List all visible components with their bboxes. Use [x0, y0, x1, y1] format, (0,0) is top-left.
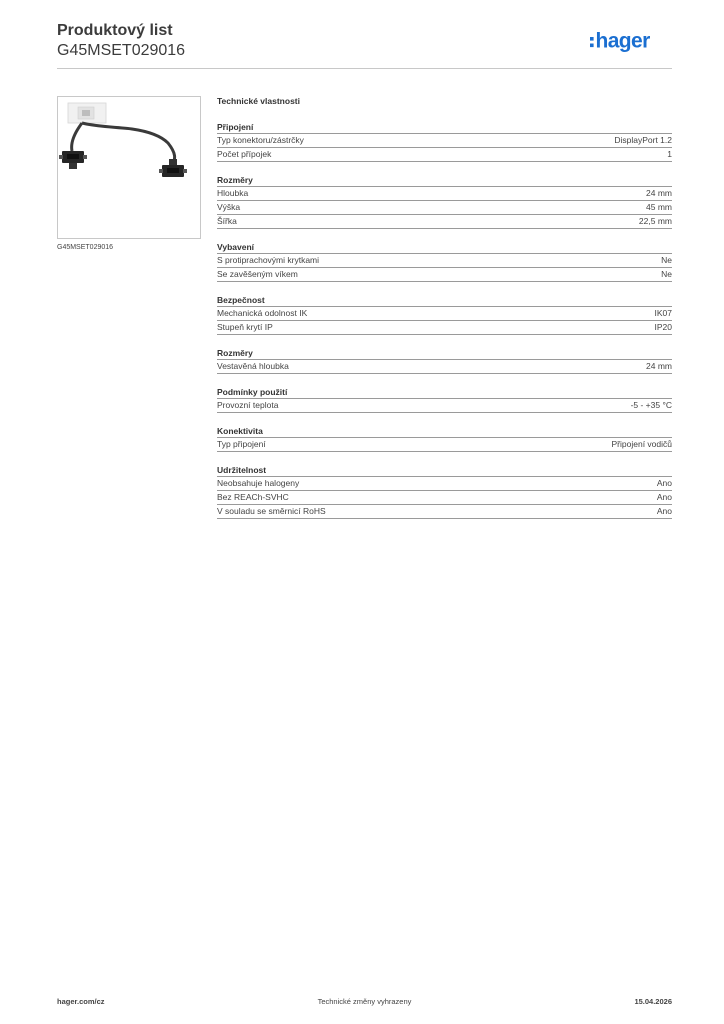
spec-row [217, 134, 672, 148]
section-heading: Rozměry [217, 174, 672, 187]
spec-label: Typ konektoru/zástrčky [217, 135, 304, 145]
spec-label: Výška [217, 202, 241, 212]
header-divider [57, 68, 672, 69]
section-heading: Rozměry [217, 347, 672, 360]
spec-value: Ano [656, 492, 672, 502]
section-gap [217, 452, 672, 464]
spec-value: 22,5 mm [638, 216, 672, 226]
spec-value: 24 mm [646, 361, 672, 371]
hager-logo [590, 28, 672, 54]
section-heading: Bezpečnost [217, 294, 672, 307]
section-heading: Vybavení [217, 241, 672, 254]
page-title: Produktový list [57, 22, 173, 39]
spec-label: Počet přípojek [217, 149, 272, 159]
section-gap [217, 374, 672, 386]
spec-value: DisplayPort 1.2 [614, 135, 672, 145]
spec-label: Se zavěšeným víkem [217, 269, 298, 279]
spec-label: Mechanická odolnost IK [217, 308, 308, 318]
image-caption: G45MSET029016 [57, 244, 114, 251]
spec-row [217, 438, 672, 452]
spec-label: Bez REACh-SVHC [217, 492, 289, 502]
spec-row [217, 505, 672, 519]
footer-website: hager.com/cz [57, 997, 105, 1006]
page-footer [57, 997, 672, 1009]
spec-title: Technické vlastnosti [217, 96, 300, 106]
spec-value: 24 mm [646, 188, 672, 198]
spec-row [217, 360, 672, 374]
spec-label: Hloubka [217, 188, 249, 198]
spec-label: Vestavěná hloubka [217, 361, 289, 371]
product-code: G45MSET029016 [57, 42, 186, 59]
spec-value: IK07 [654, 308, 672, 318]
spec-label: Šířka [217, 216, 237, 226]
section-gap [217, 335, 672, 347]
spec-value: 45 mm [646, 202, 672, 212]
spec-row [217, 148, 672, 162]
spec-label: V souladu se směrnicí RoHS [217, 506, 326, 516]
spec-value: Ne [661, 269, 672, 279]
spec-row [217, 477, 672, 491]
spec-row [217, 307, 672, 321]
product-image [57, 96, 201, 239]
spec-row [217, 187, 672, 201]
footer-note: Technické změny vyhrazeny [317, 997, 412, 1006]
spec-label: Stupeň krytí IP [217, 322, 273, 332]
section-heading: Konektivita [217, 425, 672, 438]
spec-label: S protiprachovými krytkami [217, 255, 320, 265]
section-gap [217, 282, 672, 294]
displayport-cable-icon [58, 97, 200, 238]
spec-value: 1 [667, 149, 672, 159]
spec-value: Ano [656, 506, 672, 516]
section-heading: Připojení [217, 121, 672, 134]
spec-value: Ne [661, 255, 672, 265]
spec-label: Provozní teplota [217, 400, 279, 410]
spec-row [217, 201, 672, 215]
spec-label: Neobsahuje halogeny [217, 478, 300, 488]
spec-value: IP20 [654, 322, 672, 332]
spec-value: Připojení vodičů [611, 439, 672, 449]
section-heading: Podmínky použití [217, 386, 672, 399]
spec-table [217, 95, 672, 519]
spec-row [217, 254, 672, 268]
section-gap [217, 413, 672, 425]
section-heading: Udržitelnost [217, 464, 672, 477]
section-gap [217, 162, 672, 174]
footer-date: 15.04.2026 [634, 997, 672, 1006]
spec-row [217, 491, 672, 505]
spec-value: Ano [656, 478, 672, 488]
spec-label: Typ připojení [217, 439, 266, 449]
logo-text: hager [595, 29, 650, 53]
section-gap [217, 229, 672, 241]
spec-row [217, 321, 672, 335]
spec-value: -5 - +35 °C [630, 400, 672, 410]
spec-row [217, 268, 672, 282]
spec-row [217, 399, 672, 413]
page-header [57, 22, 672, 70]
spec-row [217, 215, 672, 229]
spec-sections [217, 121, 672, 519]
